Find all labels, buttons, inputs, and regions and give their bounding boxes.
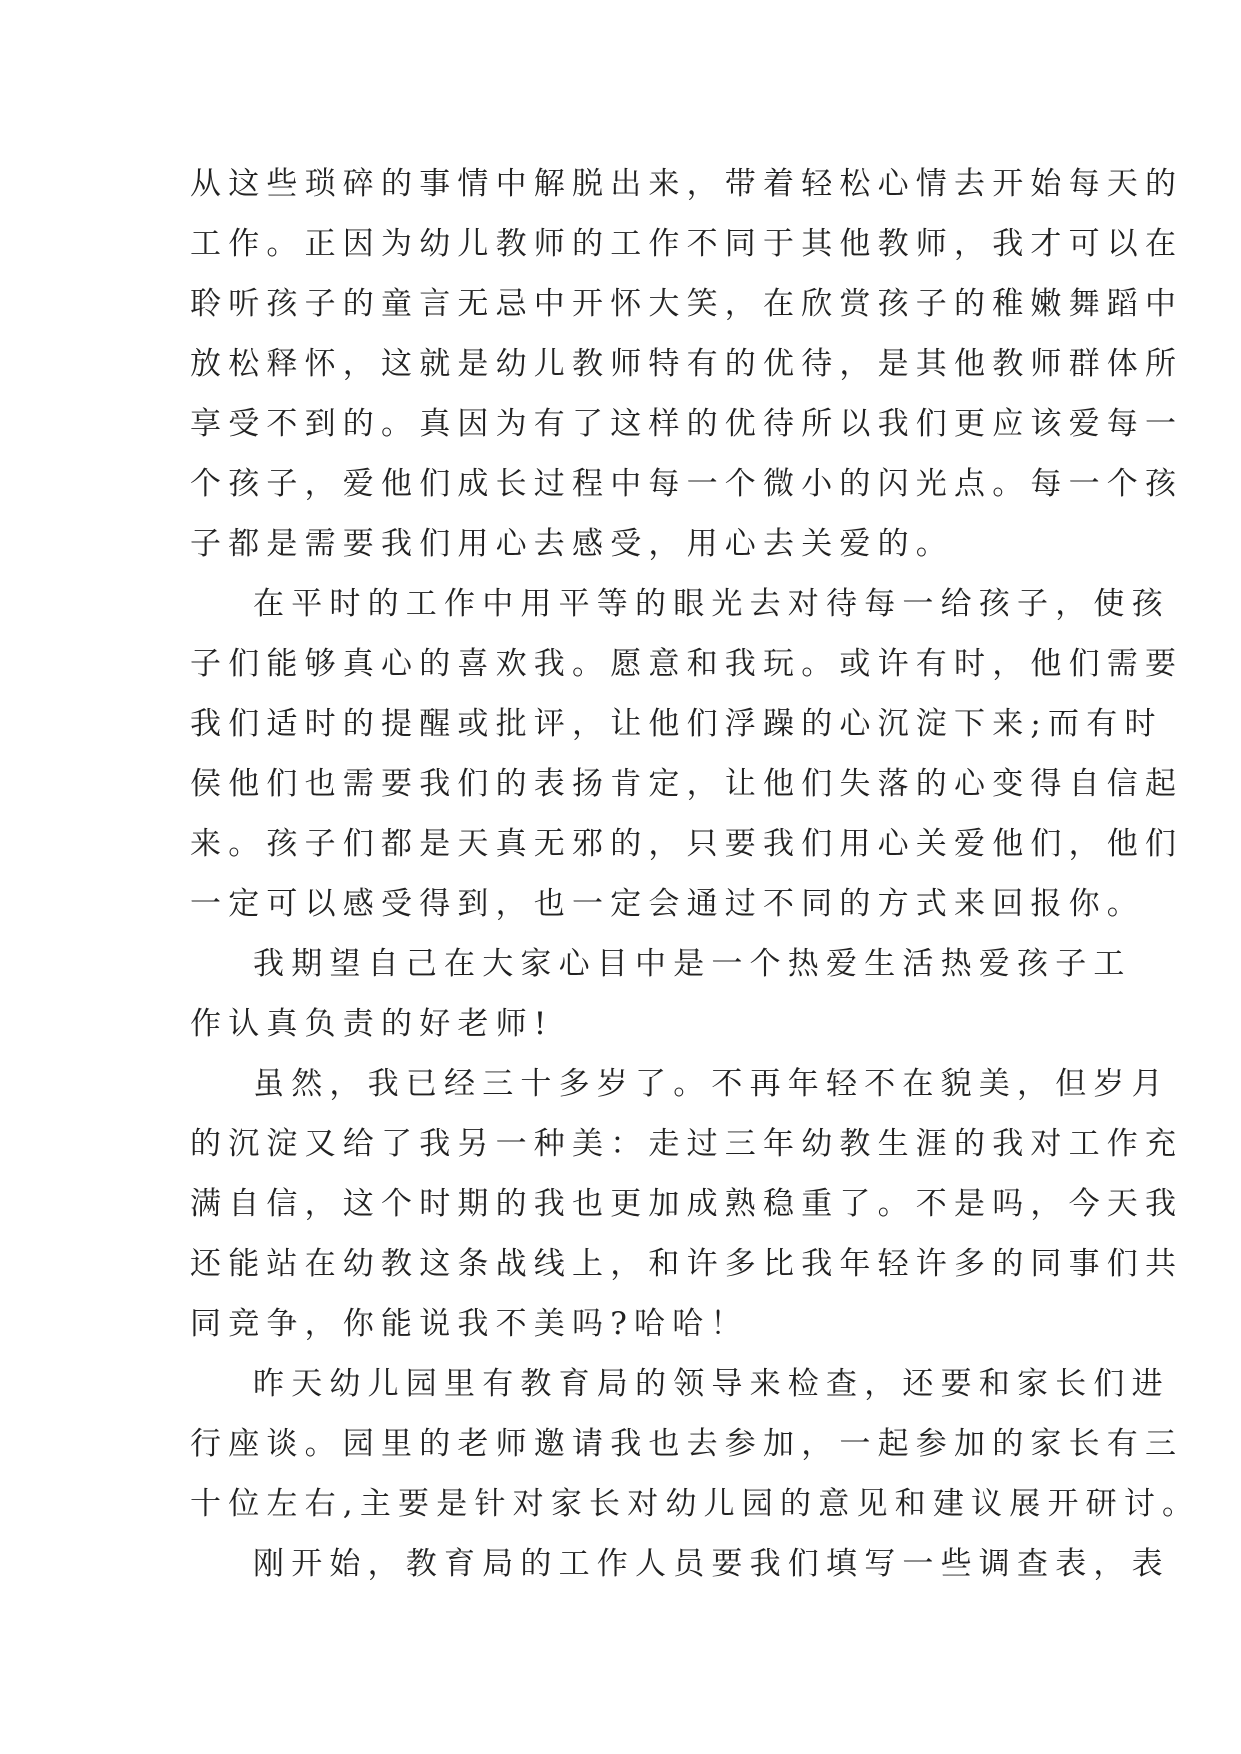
text-line: 工作。正因为幼儿教师的工作不同于其他教师，我才可以在 [190,226,1184,262]
text-line: 来。孩子们都是天真无邪的，只要我们用心关爱他们，他们 [190,826,1184,862]
text-line: 个孩子，爱他们成长过程中每一个微小的闪光点。每一个孩 [190,466,1184,502]
text-line: 放松释怀，这就是幼儿教师特有的优待，是其他教师群体所 [190,346,1184,382]
text-line: 行座谈。园里的老师邀请我也去参加，一起参加的家长有三 [190,1426,1184,1462]
text-line: 一定可以感受得到，也一定会通过不同的方式来回报你。 [190,886,1145,922]
text-line: 我们适时的提醒或批评，让他们浮躁的心沉淀下来;而有时 [190,706,1163,742]
paragraph-first-line: 虽然，我已经三十多岁了。不再年轻不在貌美，但岁月 [253,1066,1170,1102]
text-line: 侯他们也需要我们的表扬肯定，让他们失落的心变得自信起 [190,766,1184,802]
text-line: 享受不到的。真因为有了这样的优待所以我们更应该爱每一 [190,406,1184,442]
text-line: 满自信，这个时期的我也更加成熟稳重了。不是吗，今天我 [190,1186,1184,1222]
text-line: 作认真负责的好老师! [190,1006,554,1042]
text-line: 从这些琐碎的事情中解脱出来，带着轻松心情去开始每天的 [190,166,1184,202]
text-line: 子们能够真心的喜欢我。愿意和我玩。或许有时，他们需要 [190,646,1184,682]
paragraph-first-line: 在平时的工作中用平等的眼光去对待每一给孩子，使孩 [253,586,1170,622]
text-line: 还能站在幼教这条战线上，和许多比我年轻许多的同事们共 [190,1246,1184,1282]
text-line: 聆听孩子的童言无忌中开怀大笑，在欣赏孩子的稚嫩舞蹈中 [190,286,1184,322]
text-line: 的沉淀又给了我另一种美：走过三年幼教生涯的我对工作充 [190,1126,1184,1162]
paragraph-first-line: 刚开始，教育局的工作人员要我们填写一些调查表，表 [253,1546,1170,1582]
paragraph-first-line: 昨天幼儿园里有教育局的领导来检查，还要和家长们进 [253,1366,1170,1402]
text-line: 子都是需要我们用心去感受，用心去关爱的。 [190,526,954,562]
paragraph-first-line: 我期望自己在大家心目中是一个热爱生活热爱孩子工 [253,946,1132,982]
text-line: 十位左右,主要是针对家长对幼儿园的意见和建议展开研讨。 [190,1486,1201,1522]
text-line: 同竞争，你能说我不美吗?哈哈！ [190,1306,749,1342]
